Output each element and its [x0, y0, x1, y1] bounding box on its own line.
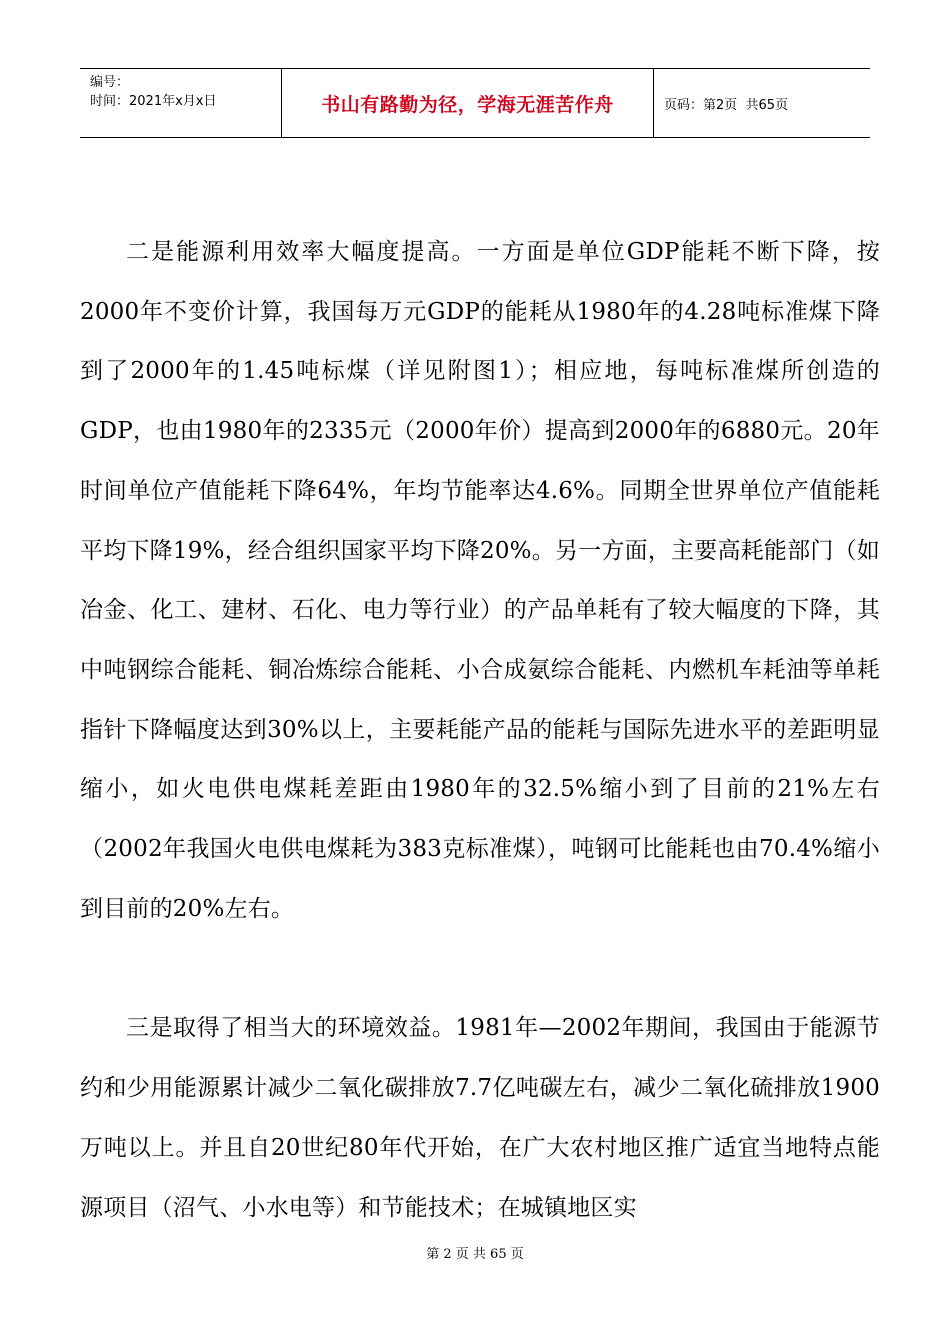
body-paragraph-environment: 三是取得了相当大的环境效益。1981年—2002年期间，我国由于能源节约和少用能源累计减少二氧化碳排放7.7亿吨碳左右，减少二氧化硫排放1900万吨以上。并且自20世纪80年代开始，在广大农村地区推广适宜当地特点能源项目（沼气、小水电等）和节能技术；在城镇地区实 [80, 1015, 880, 1221]
header-page-info: 页码：第2页 共65页 [664, 97, 789, 113]
page-header [80, 68, 870, 138]
header-page-cell [654, 69, 870, 137]
header-motto-cell [282, 69, 654, 137]
header-meta-cell [80, 69, 282, 137]
document-body [80, 223, 880, 1238]
document-date-label: 时间：2021年x月x日 [90, 94, 217, 109]
header-motto: 书山有路勤为径，学海无涯苦作舟 [321, 93, 614, 116]
paragraph-spacer [80, 939, 880, 999]
page-footer [0, 1243, 950, 1262]
body-paragraph-efficiency: 二是能源利用效率大幅度提高。一方面是单位GDP能耗不断下降，按2000年不变价计算，我国每万元GDP的能耗从1980年的4.28吨标准煤下降到了2000年的1.45吨标煤（详见附图1）；相应地，每吨标准煤所创造的GDP，也由1980年的2335元（2000年价）提高到2000年的6880元。20年时间单位产值能耗下降64%，年均节能率达4.6%。同期全世界单位产值能耗平均下降19%，经合组织国家平均下降20%。另一方面，主要高耗能部门（如冶金、化工、建材、石化、电力等行业）的产品单耗有了较大幅度的下降，其中吨钢综合能耗、铜冶炼综合能耗、小合成氨综合能耗、内燃机车耗油等单耗指针下降幅度达到30%以上，主要耗能产品的能耗与国际先进水平的差距明显缩小，如火电供电煤耗差距由1980年的32.5%缩小到了目前的21%左右（2002年我国火电供电煤耗为383克标准煤），吨钢可比能耗也由70.4%缩小到目前的20%左右。 [80, 239, 880, 922]
document-number-label: 编号： [90, 75, 130, 90]
footer-page-number: 第 2 页 共 65 页 [426, 1247, 524, 1262]
